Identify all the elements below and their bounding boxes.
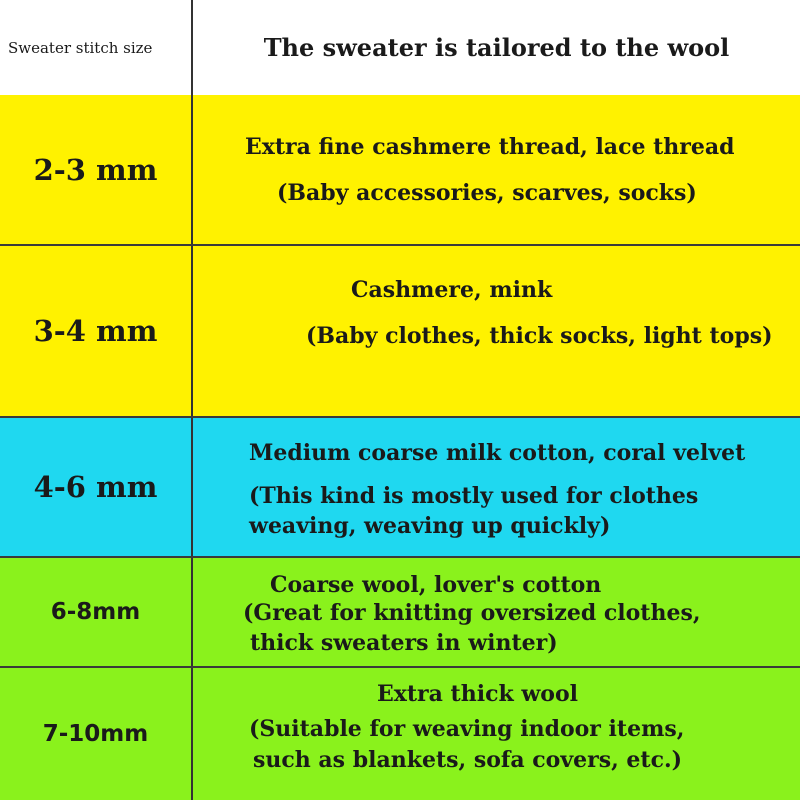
yarn-uses: (This kind is mostly used for clothes xyxy=(249,483,699,509)
stitch-size: 3-4 mm xyxy=(0,245,193,417)
yarn-uses: weaving, weaving up quickly) xyxy=(249,513,611,539)
yarn-title: Extra fine cashmere thread, lace thread xyxy=(245,134,735,160)
yarn-description xyxy=(193,245,800,417)
yarn-uses: (Baby accessories, scarves, socks) xyxy=(277,180,697,206)
table-row xyxy=(0,667,800,800)
yarn-title: Cashmere, mink xyxy=(351,277,553,303)
yarn-uses: such as blankets, sofa covers, etc.) xyxy=(253,747,683,773)
row-divider xyxy=(0,666,800,668)
yarn-title: Extra thick wool xyxy=(377,681,579,707)
yarn-description xyxy=(193,557,800,667)
yarn-title: Coarse wool, lover's cotton xyxy=(270,572,602,598)
stitch-size: 7-10mm xyxy=(0,667,193,800)
yarn-uses: (Great for knitting oversized clothes, xyxy=(243,600,701,626)
stitch-size: 2-3 mm xyxy=(0,95,193,245)
yarn-description xyxy=(193,667,800,800)
yarn-uses: (Baby clothes, thick socks, light tops) xyxy=(306,323,773,349)
yarn-uses: (Suitable for weaving indoor items, xyxy=(249,716,685,742)
table-header xyxy=(0,0,800,95)
row-divider xyxy=(0,244,800,246)
table-row xyxy=(0,417,800,557)
yarn-title: Medium coarse milk cotton, coral velvet xyxy=(249,440,746,466)
table-row xyxy=(0,95,800,245)
yarn-description xyxy=(193,417,800,557)
stitch-size: 6-8mm xyxy=(0,557,193,667)
yarn-description xyxy=(193,95,800,245)
table-row xyxy=(0,557,800,667)
size-column-header: Sweater stitch size xyxy=(0,0,193,95)
stitch-size: 4-6 mm xyxy=(0,417,193,557)
table-row xyxy=(0,245,800,417)
row-divider xyxy=(0,416,800,418)
table-title: The sweater is tailored to the wool xyxy=(263,32,730,62)
yarn-uses: thick sweaters in winter) xyxy=(250,630,558,656)
row-divider xyxy=(0,556,800,558)
